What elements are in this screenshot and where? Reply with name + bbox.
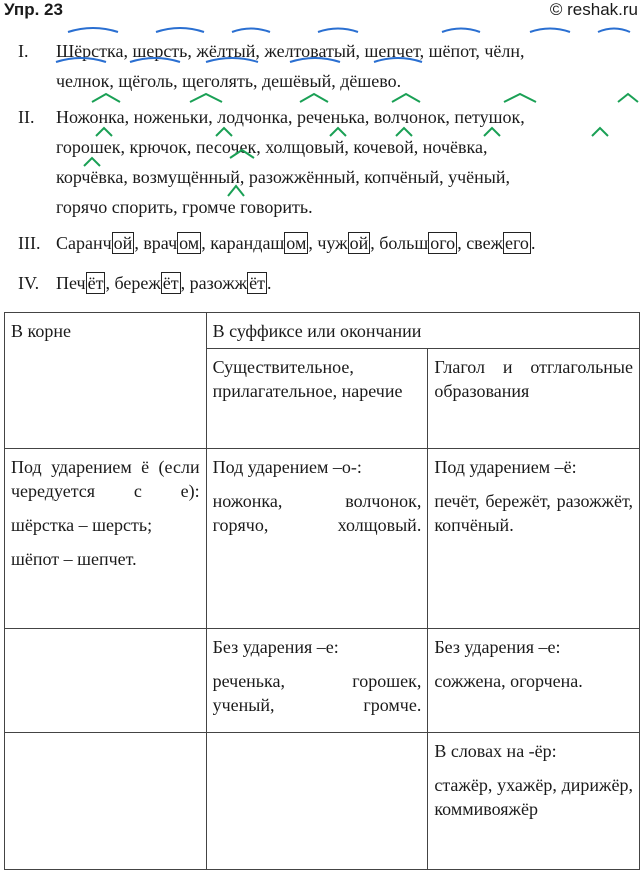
suffix-mark: [300, 94, 328, 102]
header-verb-label: Глагол и отглагольные образования: [434, 357, 633, 401]
root-arc: [56, 58, 106, 62]
cell-root-stressed: [5, 449, 207, 629]
header-root: [5, 313, 207, 449]
rules-table: [4, 312, 640, 870]
suffix-mark: [618, 94, 638, 102]
root-arc: [232, 29, 270, 33]
suffix-mark: [190, 94, 222, 102]
section-line: [56, 268, 271, 298]
word-stem: .: [266, 273, 272, 293]
ending-box: ого: [430, 233, 456, 253]
root-arc: [290, 58, 340, 62]
suffix-mark: [484, 128, 500, 136]
rule-example: реченька, горошек, ученый, громче.: [212, 671, 422, 715]
header-suffix-label: В суффиксе или окончании: [212, 321, 422, 341]
rule-example: печёт, бережёт, разожжёт, копчёный.: [434, 491, 633, 535]
rule-example: шёрстка – шерсть;: [11, 515, 153, 535]
rule-heading: Без ударения –е:: [212, 637, 339, 657]
section-number: I.: [18, 41, 29, 61]
suffix-mark: [84, 158, 100, 166]
rule-heading: В словах на -ёр:: [434, 741, 557, 761]
word-stem: , врач: [134, 233, 178, 253]
rule-heading: Под ударением ё (если чередуется с е):: [11, 457, 200, 501]
section-3: [18, 228, 638, 258]
word-stem: , карандаш: [201, 233, 285, 253]
rule-example: стажёр, ухажёр, дирижёр, коммивояжёр: [434, 775, 633, 819]
ending-box: ой: [113, 233, 133, 253]
header-noun: [206, 349, 428, 449]
cell-verb-stressed: [428, 449, 640, 629]
rule-example: шёпот – шепчет.: [11, 549, 137, 569]
suffix-mark: [96, 128, 112, 136]
cell-verb-unstressed: [428, 629, 640, 733]
word-stem: .: [530, 233, 536, 253]
section-number: III.: [18, 233, 41, 253]
suffix-mark: [592, 128, 608, 136]
rule-example: сожжена, огорчена.: [434, 671, 583, 691]
rule-heading: Под ударением –о-:: [212, 457, 362, 477]
ending-box: ом: [179, 233, 200, 253]
word-stem: , свеж: [457, 233, 503, 253]
rule-heading: Без ударения –е:: [434, 637, 561, 657]
word-stem: , береж: [105, 273, 161, 293]
root-arc: [68, 28, 118, 32]
suffix-mark: [396, 128, 412, 136]
root-arc: [318, 29, 358, 33]
section-number: II.: [18, 107, 35, 127]
root-arc: [530, 29, 570, 33]
suffix-mark: [216, 128, 232, 136]
ending-box: ёт: [162, 273, 179, 293]
section-4: [18, 268, 638, 298]
suffix-mark: [330, 128, 346, 136]
cell-verb-er-words: [428, 733, 640, 870]
suffix-marks: [0, 90, 644, 200]
section-line: горошек, крючок, песочек, холщовый, кочевой, ночёвка,: [56, 137, 488, 157]
header-suffix: [206, 313, 639, 349]
ending-box: его: [505, 233, 529, 253]
word-stem: , разожж: [180, 273, 248, 293]
root-arc: [374, 58, 422, 62]
root-arc: [442, 29, 480, 33]
word-stem: Саранч: [56, 233, 112, 253]
cell-noun-empty: [206, 733, 428, 870]
suffix-mark: [392, 94, 420, 102]
section-line: Ножонка, ноженьки, лодчонка, реченька, волчонок, петушок,: [56, 107, 525, 127]
root-arc: [130, 58, 180, 62]
cell-noun-unstressed: [206, 629, 428, 733]
header-verb: [428, 349, 640, 449]
rule-heading: Под ударением –ё:: [434, 457, 577, 477]
section-number: IV.: [18, 273, 40, 293]
ending-box: ом: [286, 233, 307, 253]
suffix-mark: [230, 150, 254, 158]
root-arc: [156, 28, 204, 32]
suffix-mark: [92, 94, 120, 102]
header-root-label: В корне: [11, 321, 71, 341]
ending-box: ой: [349, 233, 369, 253]
root-arc: [206, 58, 258, 62]
site-credit: © reshak.ru: [549, 0, 638, 19]
section-line: корчёвка, возмущённый, разожжённый, копчёный, учёный,: [56, 167, 511, 187]
root-arc: [598, 29, 630, 33]
ending-box: ёт: [87, 273, 104, 293]
exercise-title: Упр. 23: [4, 0, 63, 19]
header-noun-label: Существительное, прилагательное, наречие: [212, 357, 403, 401]
rule-example: ножонка, волчонок, горячо, холщовый.: [212, 491, 422, 535]
cell-root-empty: [5, 733, 207, 870]
section-line: [56, 228, 535, 258]
word-stem: Печ: [56, 273, 86, 293]
section-line: челнок, щёголь, щеголять, дешёвый, дёшево.: [56, 71, 402, 91]
cell-root-empty: [5, 629, 207, 733]
suffix-mark: [504, 94, 536, 102]
word-stem: , больш: [370, 233, 429, 253]
ending-box: ёт: [249, 273, 265, 293]
suffix-mark: [228, 186, 244, 196]
cell-noun-stressed: [206, 449, 428, 629]
word-stem: , чуж: [308, 233, 348, 253]
section-line: Шёрстка, шерсть, жёлтый, желтоватый, шепчет, шёпот, чёлн,: [56, 41, 525, 61]
section-line: горячо спорить, громче говорить.: [56, 197, 313, 217]
